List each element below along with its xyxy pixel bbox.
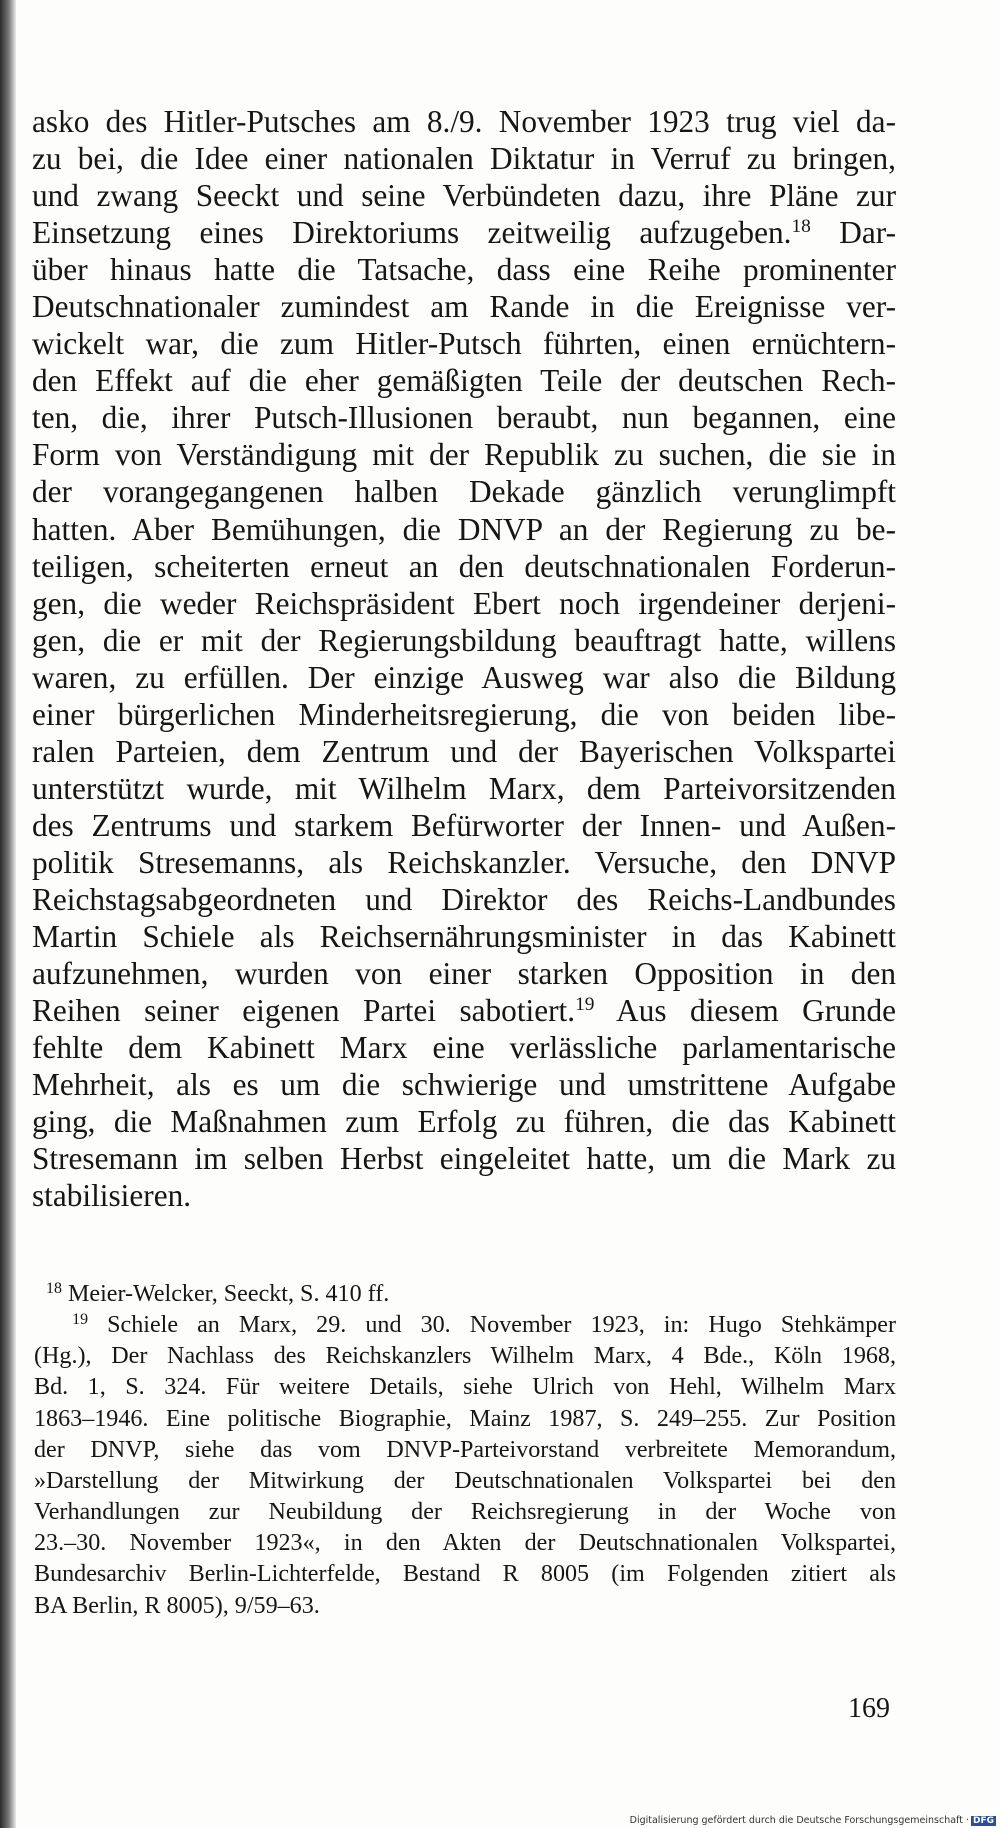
body-line: unterstützt wurde, mit Wilhelm Marx, dem Parteivorsitzenden xyxy=(32,770,896,806)
footnote-text: Meier-Welcker, Seeckt, S. 410 ff. xyxy=(67,1281,390,1307)
digitization-credit xyxy=(630,1815,996,1826)
footnote-line: 23.–30. November 1923«, in den Akten der Deutschnationalen Volkspartei, xyxy=(34,1530,896,1557)
dfg-logo: DFG xyxy=(972,1816,994,1826)
body-line xyxy=(32,214,896,251)
footnotes xyxy=(34,1279,896,1622)
body-line: gen, die weder Reichspräsident Ebert noch irgendeiner derjeni- xyxy=(32,585,896,621)
body-line: Stresemann im selben Herbst eingeleitet hatte, um die Mark zu xyxy=(32,1141,896,1177)
body-line: Mehrheit, als es um die schwierige und umstrittene Aufgabe xyxy=(32,1067,896,1103)
body-line: aufzunehmen, wurden von einer starken Opposition in den xyxy=(32,956,896,992)
body-line: ralen Parteien, dem Zentrum und der Bayerischen Volkspartei xyxy=(32,733,896,769)
footnote-text: Schiele an Marx, 29. und 30. November 1923, in: Hugo Stehkämper xyxy=(107,1312,897,1339)
footnote-line: der DNVP, siehe das vom DNVP-Parteivorstand verbreitete Memorandum, xyxy=(34,1436,896,1463)
body-line: asko des Hitler-Putsches am 8./9. November 1923 trug viel da- xyxy=(32,104,896,139)
body-line: einer bürgerlichen Minderheitsregierung, die von beiden libe- xyxy=(32,696,896,732)
body-line: stabilisieren. xyxy=(32,1178,192,1214)
footnote-ref-19[interactable]: 19 xyxy=(575,994,595,1016)
footnote-19 xyxy=(34,1310,896,1622)
footnote-line: BA Berlin, R 8005), 9/59–63. xyxy=(34,1592,320,1619)
body-line: Reichstagsabgeordneten und Direktor des Reichs-Landbundes xyxy=(32,881,896,917)
body-line: politik Stresemanns, als Reichskanzler. Versuche, den DNVP xyxy=(32,844,896,880)
footnote-ref-18[interactable]: 18 xyxy=(791,216,811,238)
body-line-text: Einsetzung eines Direktoriums zeitweilig aufzugeben. xyxy=(32,215,792,251)
footnote-line: Bundesarchiv Berlin-Lichterfelde, Bestand R 8005 (im Folgenden zitiert als xyxy=(34,1561,896,1588)
body-line: waren, zu erfüllen. Der einzige Ausweg war also die Bildung xyxy=(32,659,896,695)
footnote-mark: 18 xyxy=(46,1280,62,1298)
body-line: ging, die Maßnahmen zum Erfolg zu führen, die das Kabinett xyxy=(32,1104,896,1140)
body-line: gen, die er mit der Regierungsbildung beauftragt hatte, willens xyxy=(32,622,896,658)
body-line-text: Dar- xyxy=(810,215,896,251)
page-number: 169 xyxy=(848,1693,890,1724)
body-line: zu bei, die Idee einer nationalen Diktatur in Verruf zu bringen, xyxy=(32,141,896,177)
body-line: des Zentrums und starkem Befürworter der Innen- und Außen- xyxy=(32,807,896,843)
footnote-line: 1863–1946. Eine politische Biographie, Mainz 1987, S. 249–255. Zur Position xyxy=(34,1405,896,1432)
footnote-line xyxy=(34,1279,896,1310)
body-line-text: Aus diesem Grunde xyxy=(594,993,896,1029)
body-line: Deutschnationaler zumindest am Rande in die Ereignisse ver- xyxy=(32,289,896,325)
body-line: wickelt war, die zum Hitler-Putsch führten, einen ernüchtern- xyxy=(32,326,896,362)
body-line: fehlte dem Kabinett Marx eine verlässliche parlamentarische xyxy=(32,1030,896,1066)
body-line-text: Reihen seiner eigenen Partei sabotiert. xyxy=(32,993,576,1029)
credit-text: Digitalisierung gefördert durch die Deutsche Forschungsgemeinschaft · xyxy=(629,1815,969,1826)
body-line xyxy=(32,992,896,1029)
body-line: Martin Schiele als Reichsernährungsminister in das Kabinett xyxy=(32,919,896,955)
body-line: der vorangegangenen halben Dekade gänzlich verunglimpft xyxy=(32,474,896,510)
body-line: den Effekt auf die eher gemäßigten Teile der deutschen Rech- xyxy=(32,363,896,399)
body-line: teiligen, scheiterten erneut an den deutschnationalen Forderun- xyxy=(32,548,896,584)
body-line: über hinaus hatte die Tatsache, dass eine Reihe prominenter xyxy=(32,252,896,288)
body-line: und zwang Seeckt und seine Verbündeten dazu, ihre Pläne zur xyxy=(32,178,896,214)
footnote-line: (Hg.), Der Nachlass des Reichskanzlers Wilhelm Marx, 4 Bde., Köln 1968, xyxy=(34,1343,896,1370)
footnote-line xyxy=(34,1310,896,1341)
body-text xyxy=(32,103,896,1214)
footnote-line: Bd. 1, S. 324. Für weitere Details, siehe Ulrich von Hehl, Wilhelm Marx xyxy=(34,1374,896,1401)
footnote-line: »Darstellung der Mitwirkung der Deutschnationalen Volkspartei bei den xyxy=(34,1467,896,1494)
body-line: ten, die, ihrer Putsch-Illusionen beraubt, nun begannen, eine xyxy=(32,400,896,436)
body-line: Form von Verständigung mit der Republik zu suchen, die sie in xyxy=(32,437,896,473)
footnote-18 xyxy=(34,1279,896,1310)
footnote-mark: 19 xyxy=(72,1311,89,1329)
footnote-line: Verhandlungen zur Neubildung der Reichsregierung in der Woche von xyxy=(34,1499,896,1526)
body-line: hatten. Aber Bemühungen, die DNVP an der Regierung zu be- xyxy=(32,511,896,547)
